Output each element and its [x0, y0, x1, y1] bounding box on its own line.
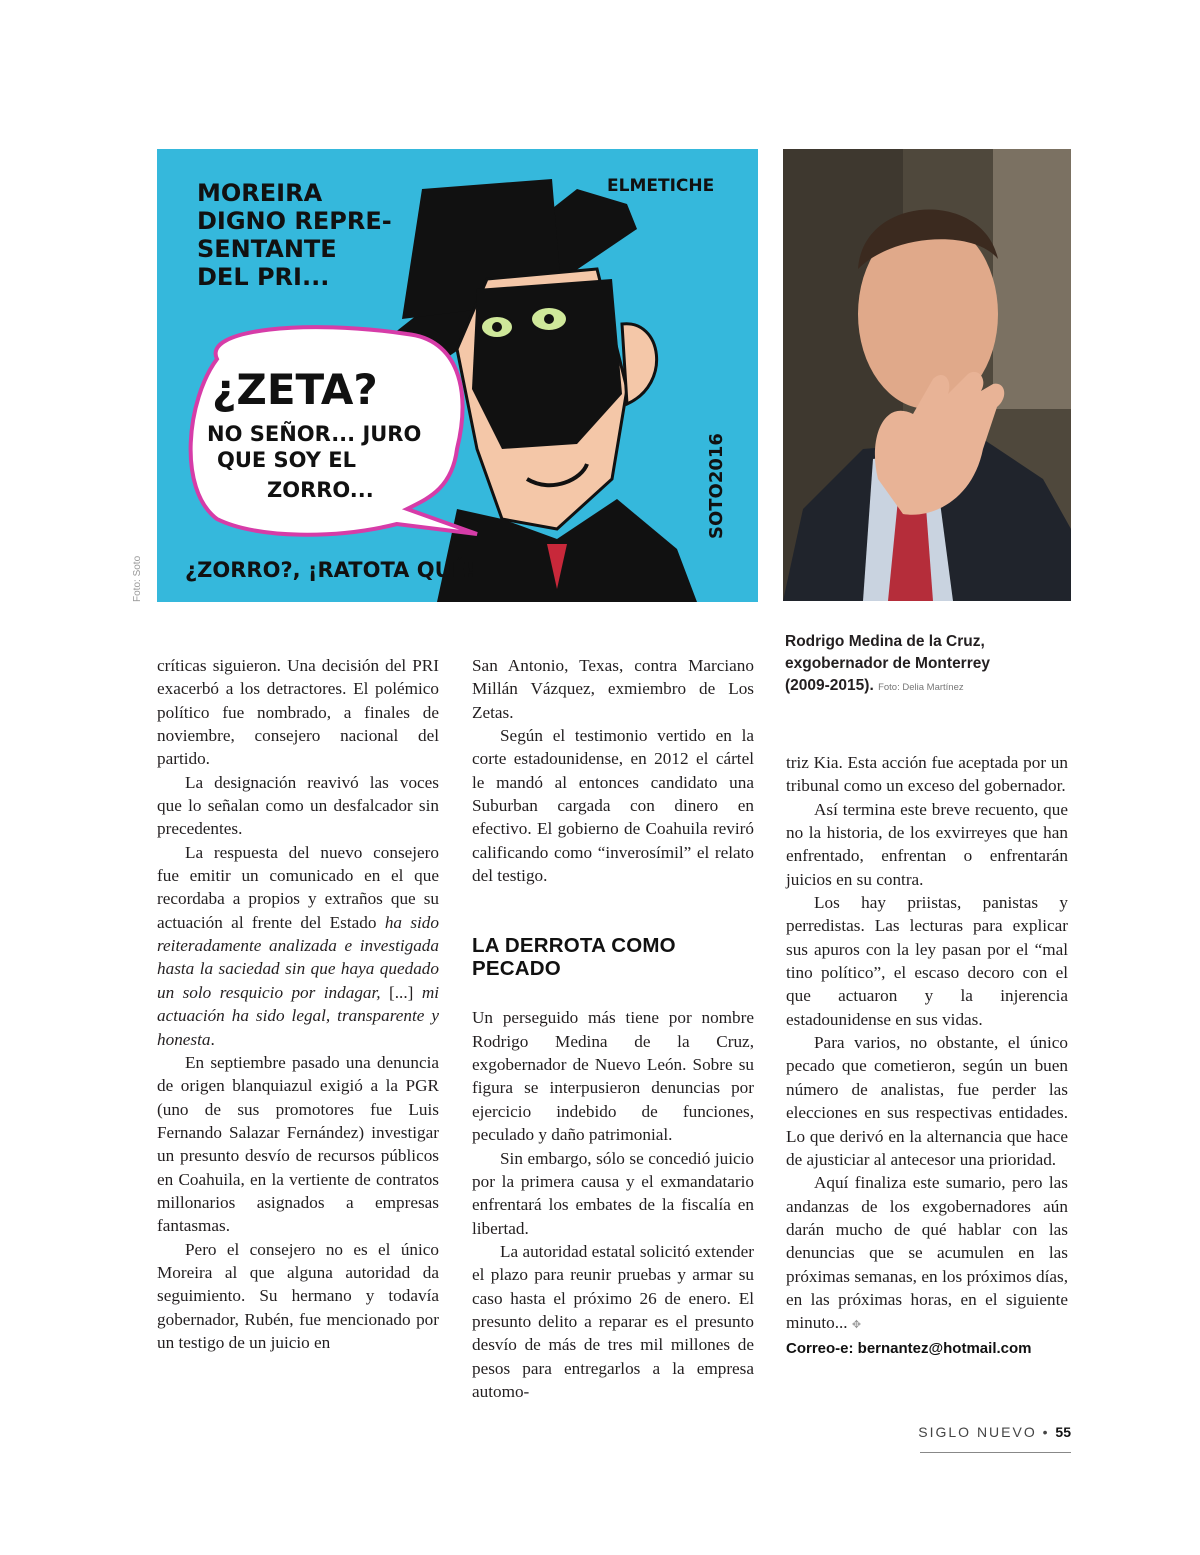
caption-line1: Rodrigo Medina de la Cruz,	[785, 633, 985, 650]
cartoon-credit: Foto: Soto	[132, 555, 143, 602]
quote-italic-2: mi actuación ha sido legal, transparente y honesta	[157, 982, 439, 1049]
page-number: 55	[1055, 1424, 1071, 1440]
paragraph: Según el testimonio vertido en la corte estadounidense, en 2012 el cártel le mandó al entonces candidato una Suburban cargada con dinero en efectivo. El gobierno de Coahuila reviró calificando como “inverosímil” el relato del testigo.	[472, 726, 754, 886]
paragraph: En septiembre pasado una denuncia de origen blanquiazul exigió a la PGR (uno de sus promotores fue Luis Fernando Salazar Fernández) investigar un presunto desvío de recursos públicos en Coahuila, en la vertiente de contratos millonarios asignados a empresas fantasmas.	[157, 1052, 439, 1236]
paragraph: La autoridad estatal solicitó extender el plazo para reunir pruebas y armar su caso hasta el próximo 26 de enero. El presunto delito a reparar es el presunto desvío de más de tres mil millones de pesos para entregarlos a la empresa automo-	[472, 1241, 754, 1401]
article-column-2	[472, 654, 754, 1403]
artist-signature: SOTO2016	[706, 433, 727, 539]
cartoon-illustration	[157, 149, 758, 602]
paragraph: Pero el consejero no es el único Moreira al que alguna autoridad da seguimiento. Su hermano y todavía gobernador, Rubén, fue mencionado por un testigo de un juicio en	[157, 1239, 439, 1352]
paragraph: La designación reavivó las voces que lo señalan como un desfalcador sin precedentes.	[157, 772, 439, 839]
portrait-photo	[783, 149, 1071, 601]
bubble-text: NO SEÑOR... JURO QUE SOY EL ZORRO...	[207, 422, 422, 502]
paragraph: Un perseguido más tiene por nombre Rodrigo Medina de la Cruz, exgobernador de Nuevo León. Sobre su figura se interpusieron denuncias por ejercicio indebido de funciones, peculado y daño patrimonial.	[472, 1008, 754, 1145]
page-footer	[900, 1424, 1071, 1440]
paragraph-quote: La respuesta del nuevo consejero fue emitir un comunicado en el que recordaba a propios y extraños que su actuación al frente del Estado ha sido reiteradamente analizada e investigada hasta la saciedad sin que haya quedado un solo resquicio por indagar, [...] mi actuación ha sido legal, transparente y honesta.	[157, 842, 439, 1049]
cartoon-drawing	[157, 149, 758, 602]
footer-separator: •	[1042, 1424, 1050, 1440]
cartoon-header-text: MOREIRA DIGNO REPRE- SENTANTE DEL PRI...	[197, 179, 392, 291]
paragraph: Sin embargo, sólo se concedió juicio por la primera causa y el exmandatario enfrentará los embates de la fiscalía en libertad.	[472, 1148, 754, 1238]
paragraph: triz Kia. Esta acción fue aceptada por un tribunal como un exceso del gobernador.	[786, 753, 1068, 796]
bubble-title: ¿ZETA?	[212, 365, 378, 414]
cartoon-bottom-text: ¿ZORRO?, ¡RATOTA QUÉ!	[185, 558, 476, 582]
paragraph: críticas siguieron. Una decisión del PRI exacerbó a los detractores. El polémico político fue nombrado, a finales de noviembre, consejero nacional del partido.	[157, 656, 439, 769]
caption-line2: exgobernador de Monterrey	[785, 655, 990, 672]
article-column-3	[786, 751, 1068, 1360]
footer-rule	[920, 1452, 1071, 1453]
caption-credit: Foto: Delia Martínez	[878, 682, 964, 693]
paragraph: Los hay priistas, panistas y perredistas. Las lecturas para explicar sus apuros con la ley pasan por el “mal tino político”, el escaso decoro con el que actuaron y la injerencia estadounidense en sus vidas.	[786, 893, 1068, 1029]
section-subhead: LA DERROTA COMO PECADO	[472, 934, 676, 981]
paragraph: San Antonio, Texas, contra Marciano Millán Vázquez, exmiembro de Los Zetas.	[472, 656, 754, 722]
caption-line3: (2009-2015).	[785, 677, 874, 694]
paragraph: Para varios, no obstante, el único pecado que cometieron, según un buen número de analistas, fue perder las elecciones en sus respectivas entidades. Lo que derivó en la alternancia que hace de ajusticiar al antecesor una prioridad.	[786, 1033, 1068, 1169]
paragraph-final: Aquí finaliza este sumario, pero las andanzas de los exgobernadores aún darán mucho de qué hablar con las denuncias que se acumulen en las próximas semanas, en los próximos días, en las próximas horas, en el siguiente minuto... ✥	[786, 1173, 1068, 1333]
magazine-name: SIGLO NUEVO	[918, 1424, 1037, 1440]
paragraph: Así termina este breve recuento, que no la historia, de los exvirreyes que han enfrentado, enfrentan o enfrentarán juicios en su contra.	[786, 799, 1068, 889]
portrait-drawing	[783, 149, 1071, 601]
article-column-1	[157, 654, 439, 1354]
quote-lead: La respuesta del nuevo consejero fue emitir un comunicado en el que recordaba a propios y extraños que su actuación al frente del Estado	[157, 842, 439, 932]
quote-ellipsis: [...]	[380, 982, 422, 1002]
end-mark-icon: ✥	[851, 1319, 862, 1332]
quote-italic-1: ha sido reiteradamente analizada e investigada hasta la saciedad sin que haya quedado un solo resquicio por indagar,	[157, 912, 439, 1002]
author-email: Correo-e: bernantez@hotmail.com	[786, 1339, 1032, 1357]
cartoon-signature: ELMETICHE	[607, 176, 715, 196]
photo-caption	[785, 631, 1075, 699]
